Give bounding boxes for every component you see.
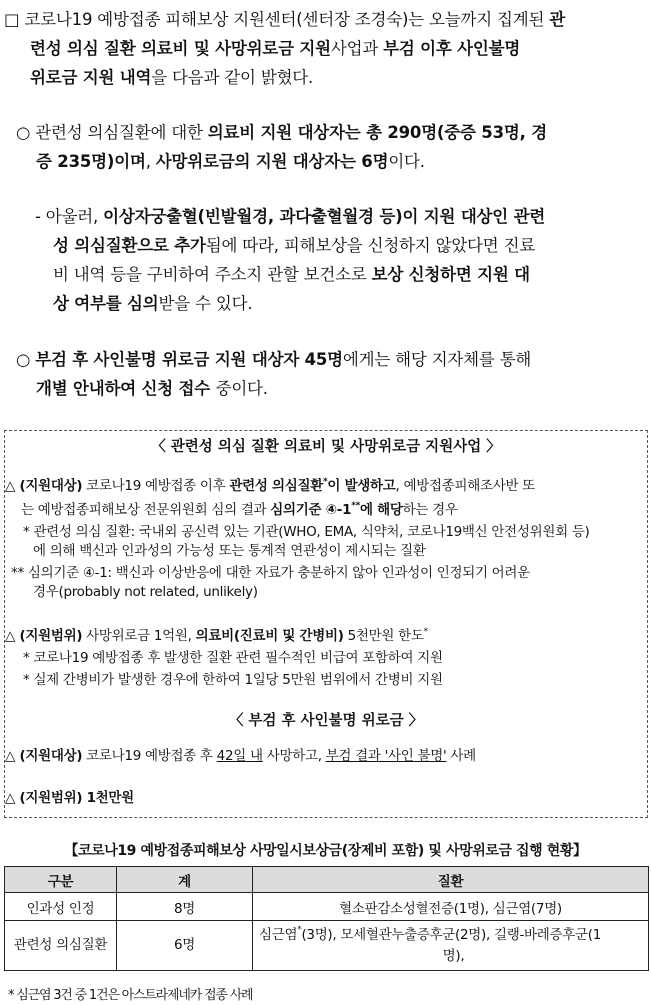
- autopsy-eligibility-line: [5, 747, 476, 766]
- footnote-line: 경우(probably not related, unlikely): [33, 584, 258, 600]
- eligibility-line: [5, 477, 535, 496]
- bold-text: △ (지원범위): [5, 790, 87, 806]
- text: 됨에 따라, 피해보상을 신청하지 않았다면 진료: [205, 236, 536, 255]
- eligibility-line: [21, 501, 458, 520]
- bold-text: 부검 이후 사인불명: [383, 39, 521, 58]
- cell-category: 관련성 의심질환: [5, 921, 117, 971]
- box-title-autopsy: 〈 부검 후 사인불명 위로금 〉: [228, 713, 424, 729]
- bold-text: 1천만원: [86, 790, 134, 806]
- text: , 예방접종피해조사반 또: [395, 478, 535, 494]
- text: □ 코로나19 예방접종 피해보상 지원센터(센터장 조경숙)는 오늘까지 집계된: [4, 10, 550, 29]
- bold-text: 이상자궁출혈(빈발월경, 과다출혈월경 등)이 지원 대상인 관련: [103, 207, 546, 226]
- footnote-mark: *: [323, 477, 328, 487]
- paragraph-additional: [35, 202, 646, 318]
- payment-status-table: [4, 866, 649, 971]
- bold-text: 위로금 지원 내역: [30, 68, 152, 87]
- header-disease: 질환: [253, 867, 649, 893]
- cell-total: 8명: [117, 893, 253, 921]
- text: 중이다.: [215, 379, 268, 398]
- bold-text: 성 의심질환으로 추가: [53, 236, 206, 255]
- text: 심근염: [259, 926, 298, 943]
- bold-text: 보상 신청하면 지원 대: [371, 265, 530, 284]
- underlined-text: 부검 결과 '사인 불명': [325, 748, 447, 764]
- underlined-text: 42일 내: [216, 748, 263, 764]
- text: ,: [145, 152, 156, 171]
- scope-line: [5, 627, 428, 646]
- footnote-line: ** 심의기준 ④-1: 백신과 이상반응에 대한 자료가 충분하지 않아 인과성이 인정되기 어려운: [11, 565, 530, 581]
- additional-line: [35, 231, 646, 260]
- table-header-row: [5, 867, 649, 893]
- additional-line: [35, 202, 646, 231]
- additional-line: [35, 260, 646, 289]
- bold-text: 개별 안내하여 신청 접수: [36, 379, 216, 398]
- text: 받을 수 있다.: [158, 294, 253, 313]
- text: 을 다음과 같이 밝혔다.: [151, 68, 314, 87]
- text: ○: [16, 350, 36, 369]
- bold-text: 의료비 지원 대상자는 총 290명(중증 53명, 경: [207, 123, 547, 142]
- intro-line: [4, 34, 646, 63]
- footnote-line: * 코로나19 예방접종 후 발생한 질환 관련 필수적인 비급여 포함하여 지원: [23, 650, 443, 666]
- bold-text: 련성 의심 질환 의료비 및 사망위로금 지원: [30, 39, 331, 58]
- bold-text: 증 235명)이며: [36, 152, 146, 171]
- text: 사례: [446, 748, 476, 764]
- autopsy-line: [16, 374, 646, 403]
- text: ○ 관련성 의심질환에 대한: [16, 123, 208, 142]
- footnote-line: 에 의해 백신과 인과성의 가능성 또는 통계적 연관성이 제시되는 질환: [33, 543, 426, 559]
- cell-disease: [253, 921, 649, 971]
- bold-text: 의료비(진료비 및 간병비): [195, 628, 344, 644]
- bold-text: 에 해당: [360, 502, 403, 518]
- cell-total: 6명: [117, 921, 253, 971]
- support-program-box: [4, 430, 648, 818]
- bold-text: 이 발생하고: [327, 478, 396, 494]
- autopsy-scope-line: [5, 789, 134, 808]
- footnote-line: * 관련성 의심 질환: 국내외 공신력 있는 기관(WHO, EMA, 식약처, 코로나19백신 안전성위원회 등): [23, 524, 590, 540]
- bold-text: 부검 후 사인불명 위로금 지원 대상자 45명: [35, 350, 343, 369]
- text: 사업과: [330, 39, 384, 58]
- text: 사망위로금 1억원,: [82, 628, 196, 644]
- text: 에게는 해당 지자체를 통해: [342, 350, 532, 369]
- footnote-mark: **: [351, 501, 361, 511]
- table-footnote: * 심근염 3건 중 1건은 아스트라제네카 접종 사례: [8, 988, 253, 1003]
- text: 이다.: [388, 152, 425, 171]
- text: 명),: [442, 947, 465, 964]
- medical-line: [16, 147, 646, 176]
- bold-text: 관: [549, 10, 565, 29]
- paragraph-medical-support: [16, 118, 646, 176]
- additional-line: [35, 289, 646, 318]
- bold-text: 사망위로금의 지원 대상자는 6명: [155, 152, 389, 171]
- text: 는 예방접종피해보상 전문위원회 심의 결과: [21, 502, 271, 518]
- footnote-mark: *: [297, 924, 302, 935]
- header-total: 계: [117, 867, 253, 893]
- medical-line: [16, 118, 646, 147]
- footnote-mark: *: [423, 627, 428, 637]
- cell-category: 인과성 인정: [5, 893, 117, 921]
- box-title-support: 〈 관련성 의심 질환 의료비 및 사망위로금 지원사업 〉: [151, 439, 501, 455]
- text: 비 내역 등을 구비하여 주소지 관할 보건소로: [53, 265, 372, 284]
- cell-disease: 혈소판감소성혈전증(1명), 심근염(7명): [253, 893, 649, 921]
- bold-text: △ (지원대상): [5, 748, 83, 764]
- text: 하는 경우: [402, 502, 458, 518]
- footnote-line: * 실제 간병비가 발생한 경우에 한하여 1일당 5만원 범위에서 간병비 지원: [23, 672, 443, 688]
- text: 코로나19 예방접종 이후: [82, 478, 230, 494]
- header-category: 구분: [5, 867, 117, 893]
- table-row: [5, 921, 649, 971]
- paragraph-autopsy: [16, 345, 646, 403]
- text: (3명), 모세혈관누출증후군(2명), 길랭-바레증후군(1: [301, 926, 602, 943]
- bold-text: △ (지원범위): [5, 628, 83, 644]
- bold-text: 관련성 의심질환: [229, 478, 323, 494]
- text: 5천만원 한도: [343, 628, 424, 644]
- text: - 아울러,: [35, 207, 104, 226]
- bold-text: △ (지원대상): [5, 478, 83, 494]
- bold-text: 상 여부를 심의: [53, 294, 159, 313]
- paragraph-intro: [4, 5, 646, 92]
- bold-text: 심의기준 ④-1: [270, 502, 352, 518]
- table-caption: 【코로나19 예방접종피해보상 사망일시보상금(장제비 포함) 및 사망위로금 집행 현황】: [64, 843, 587, 859]
- autopsy-line: [16, 345, 646, 374]
- text: 사망하고,: [262, 748, 326, 764]
- intro-line: [4, 5, 646, 34]
- intro-line: [4, 63, 646, 92]
- text: 코로나19 예방접종 후: [82, 748, 217, 764]
- table-row: [5, 893, 649, 921]
